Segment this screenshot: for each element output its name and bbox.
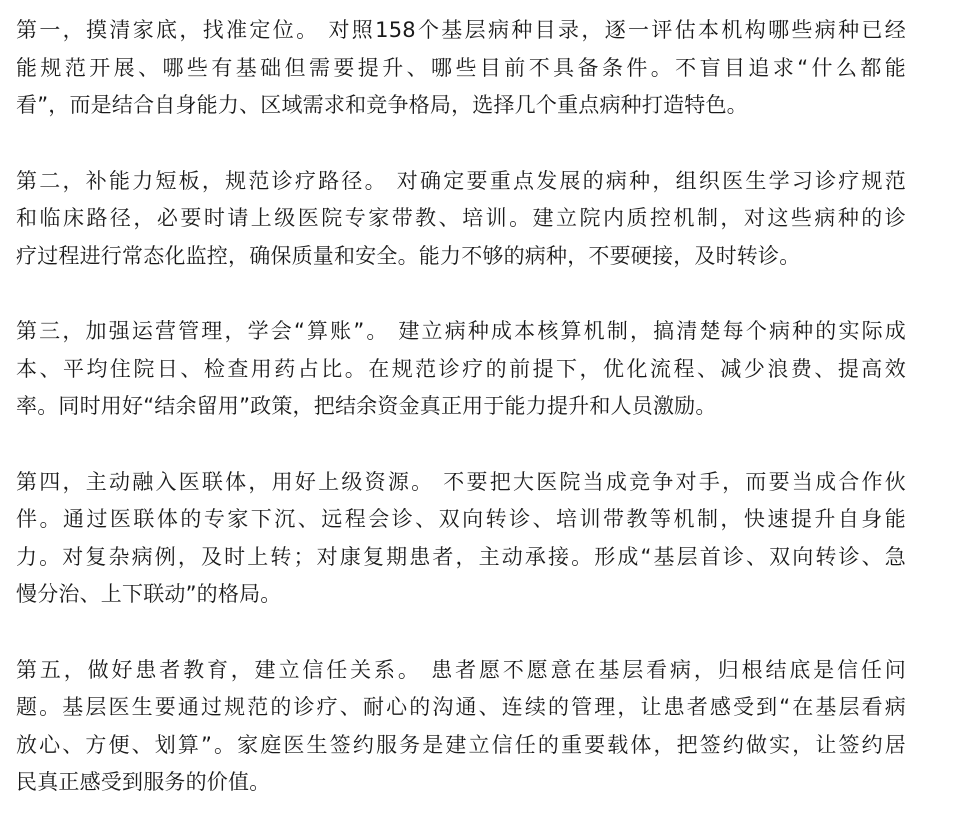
text-line: 第五，做好患者教育，建立信任关系。 患者愿不愿意在基层看病，归根结底是信任问 <box>16 657 906 682</box>
paragraph-4 <box>16 464 906 614</box>
text-line: 本、平均住院日、检查用药占比。在规范诊疗的前提下，优化流程、减少浪费、提高效 <box>16 356 906 381</box>
text-line: 第三，加强运营管理，学会“算账”。 建立病种成本核算机制，搞清楚每个病种的实际成 <box>16 319 906 343</box>
text-line: 和临床路径，必要时请上级医院专家带教、培训。建立院内质控机制，对这些病种的诊 <box>16 206 906 230</box>
paragraph-5 <box>16 652 906 802</box>
text-line: 力。对复杂病例，及时上转；对康复期患者，主动承接。形成“基层首诊、双向转诊、急 <box>16 544 906 569</box>
text-line: 慢分治、上下联动”的格局。 <box>16 582 282 606</box>
text-line: 疗过程进行常态化监控，确保质量和安全。能力不够的病种，不要硬接，及时转诊。 <box>16 243 801 268</box>
paragraph-3 <box>16 313 906 426</box>
text-line: 率。同时用好“结余留用”政策，把结余资金真正用于能力提升和人员激励。 <box>16 394 717 418</box>
text-line: 民真正感受到服务的价值。 <box>16 770 271 794</box>
text-line: 伴。通过医联体的专家下沉、远程会诊、双向转诊、培训带教等机制，快速提升自身能 <box>16 507 906 531</box>
paragraph-1 <box>16 12 906 125</box>
text-line: 第一，摸清家底，找准定位。 对照158个基层病种目录，逐一评估本机构哪些病种已经 <box>16 18 906 42</box>
text-line: 能规范开展、哪些有基础但需要提升、哪些目前不具备条件。不盲目追求“什么都能 <box>16 55 906 80</box>
text-line: 看”，而是结合自身能力、区域需求和竞争格局，选择几个重点病种打造特色。 <box>16 93 748 117</box>
article-body <box>16 12 906 840</box>
text-line: 第二，补能力短板，规范诊疗路径。 对确定要重点发展的病种，组织医生学习诊疗规范 <box>16 168 906 193</box>
text-line: 第四，主动融入医联体，用好上级资源。 不要把大医院当成竞争对手，而要当成合作伙 <box>16 469 906 494</box>
paragraph-2 <box>16 163 906 276</box>
text-line: 题。基层医生要通过规范的诊疗、耐心的沟通、连续的管理，让患者感受到“在基层看病 <box>16 695 906 719</box>
text-line: 放心、方便、划算”。家庭医生签约服务是建立信任的重要载体，把签约做实，让签约居 <box>16 732 906 757</box>
